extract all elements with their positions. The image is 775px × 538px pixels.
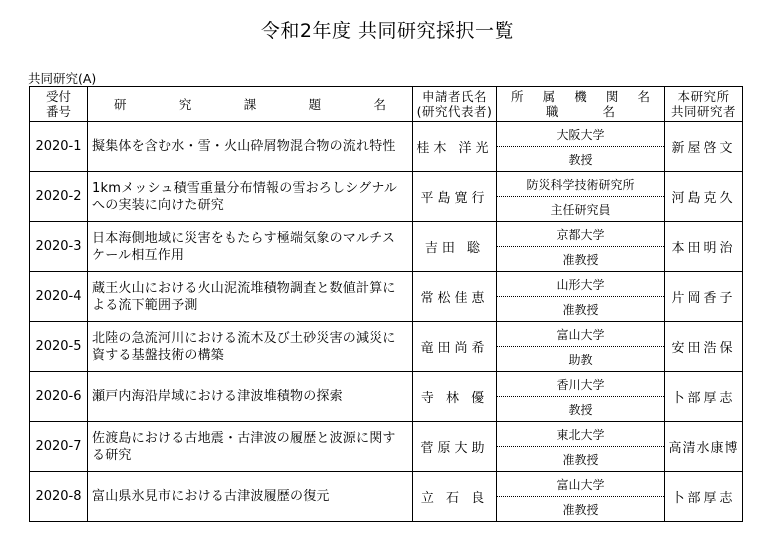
row-topic: 瀬戸内海沿岸域における津波堆積物の探索 (88, 372, 413, 422)
header-affiliation (497, 87, 665, 122)
row-number: 2020-8 (30, 472, 88, 522)
row-number: 2020-4 (30, 272, 88, 322)
row-topic: 蔵王火山における火山泥流堆積物調査と数値計算による流下範囲予測 (88, 272, 413, 322)
row-investigator: 本田明治 (665, 222, 743, 272)
header-investigator (665, 87, 743, 122)
row-position: 主任研究員 (550, 202, 611, 217)
header-affiliation-char: 関 (605, 89, 619, 104)
row-number: 2020-5 (30, 322, 88, 372)
research-table (29, 86, 743, 522)
row-representative: 吉田 聡 (413, 222, 497, 272)
row-affiliation-cell (497, 172, 665, 222)
row-representative: 平島寛行 (413, 172, 497, 222)
row-affiliation-cell (497, 272, 665, 322)
header-representative (413, 87, 497, 122)
row-number: 2020-7 (30, 422, 88, 472)
header-affiliation-char: 属 (542, 89, 556, 104)
header-representative-line2: (研究代表者) (416, 104, 493, 119)
row-affiliation: 京都大学 (497, 222, 664, 247)
row-position: 准教授 (562, 502, 599, 517)
row-investigator: 高清水康博 (665, 422, 743, 472)
header-topic (88, 87, 413, 122)
row-affiliation-cell (497, 222, 665, 272)
row-affiliation-cell (497, 122, 665, 172)
row-affiliation-cell (497, 322, 665, 372)
row-number: 2020-3 (30, 222, 88, 272)
row-position: 准教授 (562, 302, 599, 317)
header-topic-char: 題 (308, 96, 322, 112)
header-topic-char: 名 (373, 96, 386, 112)
row-representative: 常松佳恵 (413, 272, 497, 322)
row-representative: 菅原大助 (413, 422, 497, 472)
row-representative: 桂木 洋光 (413, 122, 497, 172)
row-topic: 擬集体を含む水・雪・火山砕屑物混合物の流れ特性 (88, 122, 413, 172)
header-position-char: 名 (602, 104, 616, 119)
row-investigator: 片岡香子 (665, 272, 743, 322)
header-representative-line1: 申請者氏名 (421, 89, 487, 104)
row-position: 教授 (568, 402, 593, 417)
row-representative: 竜田尚希 (413, 322, 497, 372)
section-label: 共同研究(A) (28, 71, 97, 86)
row-investigator: 河島克久 (665, 172, 743, 222)
header-affiliation-char: 名 (637, 89, 650, 104)
row-position: 助教 (568, 352, 593, 367)
row-topic: 北陸の急流河川における流木及び土砂災害の減災に資する基盤技術の構築 (88, 322, 413, 372)
header-topic-char: 研 (114, 96, 127, 112)
header-affiliation-char: 機 (574, 89, 587, 104)
table-row (30, 322, 743, 372)
row-topic: 1kmメッシュ積雪重量分布情報の雪おろしシグナルへの実装に向けた研究 (88, 172, 413, 222)
row-position: 准教授 (562, 252, 599, 267)
table-row (30, 222, 743, 272)
row-affiliation: 大阪大学 (497, 122, 664, 147)
row-affiliation: 東北大学 (497, 422, 664, 447)
row-affiliation: 香川大学 (497, 372, 664, 397)
row-topic: 富山県氷見市における古津波履歴の復元 (88, 472, 413, 522)
table-row (30, 422, 743, 472)
header-position-char: 職 (545, 104, 559, 119)
row-investigator: 卜部厚志 (665, 472, 743, 522)
header-topic-char: 課 (243, 96, 257, 112)
header-investigator-line1: 本研究所 (677, 89, 730, 104)
row-affiliation: 富山大学 (497, 472, 664, 497)
row-position: 教授 (568, 152, 593, 167)
table-row (30, 372, 743, 422)
row-topic: 佐渡島における古地震・古津波の履歴と波源に関する研究 (88, 422, 413, 472)
row-representative: 寺 林 優 (413, 372, 497, 422)
row-number: 2020-1 (30, 122, 88, 172)
row-affiliation: 山形大学 (497, 272, 664, 297)
row-affiliation: 防災科学技術研究所 (497, 172, 664, 197)
row-position: 准教授 (562, 452, 599, 467)
row-number: 2020-2 (30, 172, 88, 222)
header-number (30, 87, 88, 122)
header-number-line2: 番号 (45, 104, 71, 119)
table-header-row (30, 87, 743, 122)
table-row (30, 172, 743, 222)
header-affiliation-char: 所 (511, 89, 524, 104)
row-investigator: 新屋啓文 (665, 122, 743, 172)
table-row (30, 272, 743, 322)
page-title: 令和2年度 共同研究採択一覧 (260, 20, 515, 42)
row-affiliation-cell (497, 372, 665, 422)
row-topic: 日本海側地域に災害をもたらす極端気象のマルチスケール相互作用 (88, 222, 413, 272)
row-affiliation: 富山大学 (497, 322, 664, 347)
table-row (30, 472, 743, 522)
row-investigator: 卜部厚志 (665, 372, 743, 422)
row-number: 2020-6 (30, 372, 88, 422)
row-affiliation-cell (497, 472, 665, 522)
table-row (30, 122, 743, 172)
row-representative: 立 石 良 (413, 472, 497, 522)
header-topic-char: 究 (178, 96, 192, 112)
row-investigator: 安田浩保 (665, 322, 743, 372)
header-number-line1: 受付 (45, 89, 71, 104)
row-affiliation-cell (497, 422, 665, 472)
header-investigator-line2: 共同研究者 (670, 104, 736, 119)
